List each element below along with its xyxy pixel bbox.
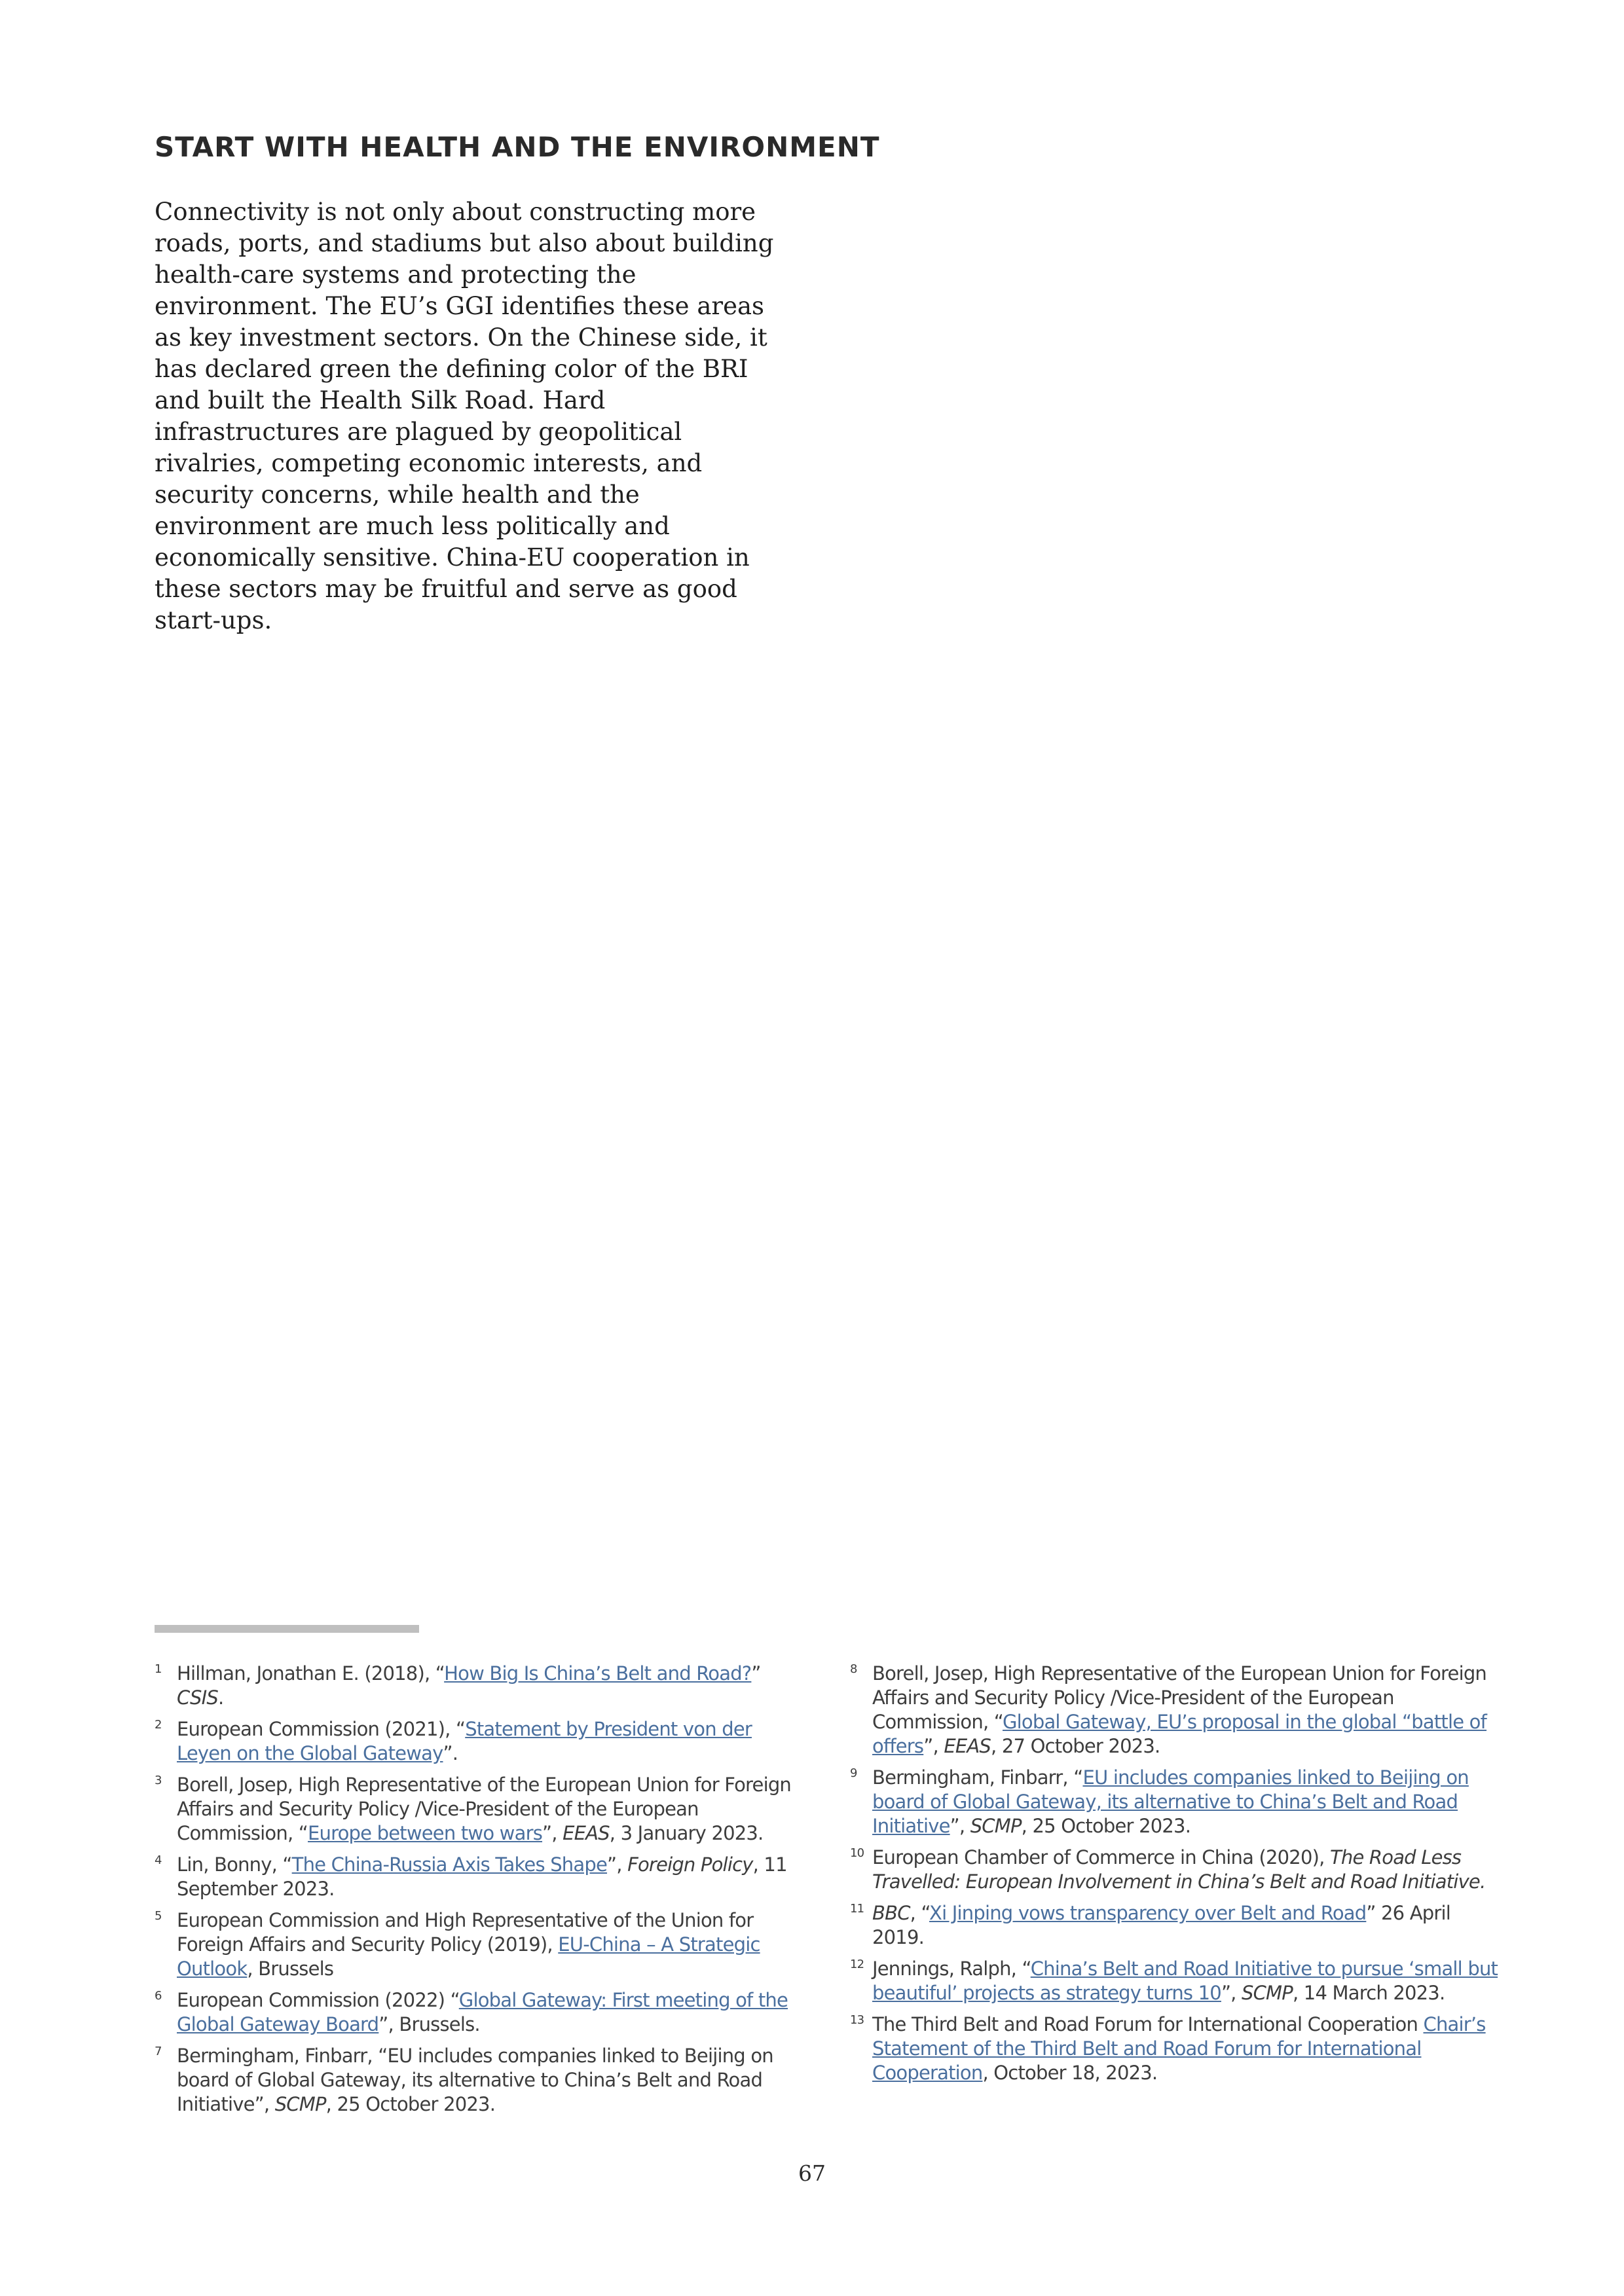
footnotes-left-column xyxy=(155,1662,803,2124)
section-heading: START WITH HEALTH AND THE ENVIRONMENT xyxy=(155,131,880,163)
footnote-11: 11 BBC, “Xi Jinping vows transparency over Belt and Road” 26 April 2019. xyxy=(850,1902,1451,1948)
footnote-3: 3 Borell, Josep, High Representative of the European Union for Foreign Affairs and Security Policy /Vice-President of the European Commission, “Europe between two wars”, EEAS, 3 January 2023. xyxy=(155,1774,792,1844)
footnote-2: 2 European Commission (2021), “Statement by President von der Leyen on the Global Gateway”. xyxy=(155,1718,752,1764)
body-paragraph: Connectivity is not only about constructing more roads, ports, and stadiums but also about building health-care systems and protecting the environment. The EU’s GGI identifies these areas as key investment sectors. On the Chinese side, it has declared green the defining color of the BRI and built the Health Silk Road. Hard infrastructures are plagued by geopolitical rivalries, competing economic interests, and security concerns, while health and the environment are much less politically and economically sensitive. China-EU cooperation in these sectors may be fruitful and serve as good start-ups. xyxy=(155,198,774,634)
footnote-8-link[interactable]: Global Gateway, EU’s proposal in the global “battle of offers xyxy=(872,1711,1487,1757)
footnote-6-link[interactable]: Global Gateway: First meeting of the Global Gateway Board xyxy=(177,1989,788,2035)
footnote-9-link[interactable]: EU includes companies linked to Beijing on board of Global Gateway, its alternative to China’s Belt and Road Initiative xyxy=(872,1766,1469,1837)
footnote-12: 12 Jennings, Ralph, “China’s Belt and Road Initiative to pursue ‘small but beautiful’ projects as strategy turns 10”, SCMP, 14 March 2023. xyxy=(850,1958,1498,2004)
footnotes-right-column xyxy=(850,1662,1498,2092)
footnote-1-link[interactable]: How Big Is China’s Belt and Road? xyxy=(444,1662,752,1685)
footnote-3-link[interactable]: Europe between two wars xyxy=(308,1822,543,1844)
footnote-13-link[interactable]: Chair’s Statement of the Third Belt and Road Forum for International Cooperation xyxy=(872,2013,1486,2084)
footnote-8: 8 Borell, Josep, High Representative of the European Union for Foreign Affairs and Security Policy /Vice-President of the European Commission, “Global Gateway, EU’s proposal in the global “battle of offers”, EEAS, 27 October 2023. xyxy=(850,1662,1487,1757)
footnote-5-link[interactable]: EU-China – A Strategic Outlook xyxy=(177,1933,760,1980)
footnote-9: 9 Bermingham, Finbarr, “EU includes companies linked to Beijing on board of Global Gateway, its alternative to China’s Belt and Road Initiative”, SCMP, 25 October 2023. xyxy=(850,1766,1469,1837)
footnote-11-link[interactable]: Xi Jinping vows transparency over Belt and Road xyxy=(929,1902,1367,1924)
footnote-4: 4 Lin, Bonny, “The China-Russia Axis Takes Shape”, Foreign Policy, 11 September 2023. xyxy=(155,1853,787,1900)
footnote-7: 7 Bermingham, Finbarr, “EU includes companies linked to Beijing on board of Global Gateway, its alternative to China’s Belt and Road Initiative”, SCMP, 25 October 2023. xyxy=(155,2045,773,2115)
footnote-12-link[interactable]: China’s Belt and Road Initiative to pursue ‘small but beautiful’ projects as strategy turns 10 xyxy=(872,1958,1498,2004)
footnote-13: 13 The Third Belt and Road Forum for International Cooperation Chair’s Statement of the Third Belt and Road Forum for International Cooperation, October 18, 2023. xyxy=(850,2013,1486,2084)
page-number: 67 xyxy=(798,2160,826,2186)
footnote-4-link[interactable]: The China-Russia Axis Takes Shape xyxy=(291,1853,608,1876)
footnote-divider xyxy=(155,1625,419,1633)
footnote-10: 10 European Chamber of Commerce in China (2020), The Road Less Travelled: European Involvement in China’s Belt and Road Initiative. xyxy=(850,1846,1486,1893)
footnote-6: 6 European Commission (2022) “Global Gateway: First meeting of the Global Gateway Board”, Brussels. xyxy=(155,1989,788,2035)
footnote-5: 5 European Commission and High Representative of the Union for Foreign Affairs and Security Policy (2019), EU-China – A Strategic Outlook, Brussels xyxy=(155,1909,760,1980)
footnote-1: 1 Hillman, Jonathan E. (2018), “How Big Is China’s Belt and Road?” CSIS. xyxy=(155,1662,761,1709)
footnote-2-link[interactable]: Statement by President von der Leyen on the Global Gateway xyxy=(177,1718,752,1764)
